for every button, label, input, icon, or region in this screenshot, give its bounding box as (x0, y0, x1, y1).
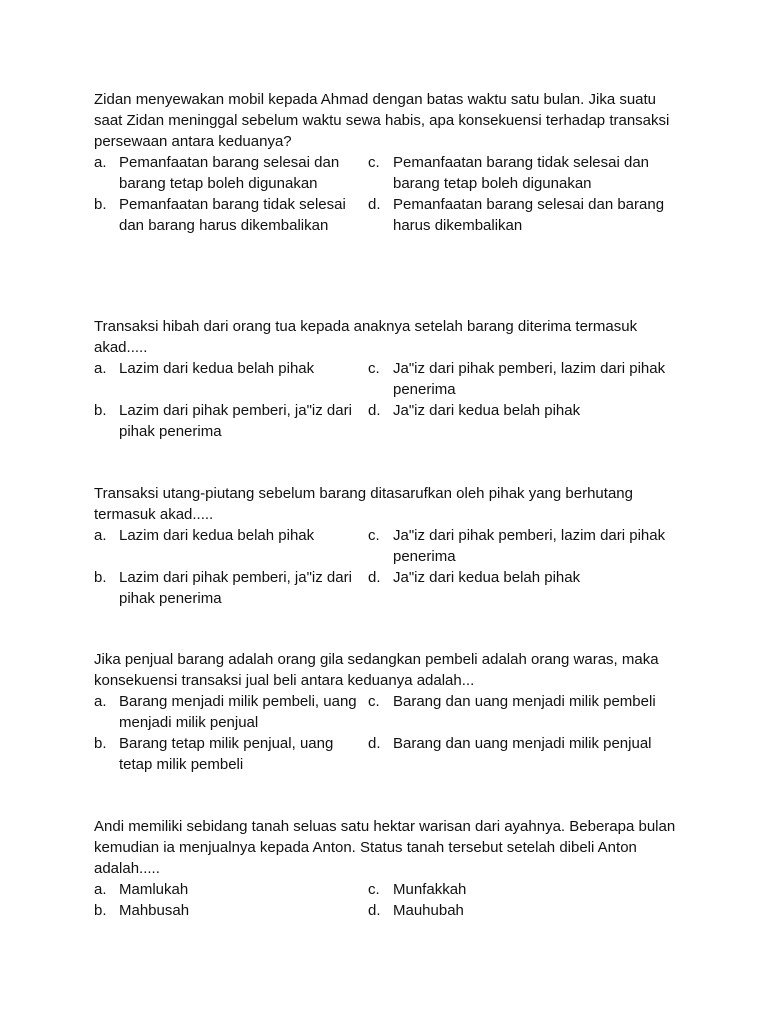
question-5 (94, 816, 684, 921)
option-text: Pemanfaatan barang tidak selesai dan barang tetap boleh digunakan (393, 154, 650, 192)
question-3 (94, 483, 684, 609)
option-b (94, 567, 368, 609)
question-text: Jika penjual barang adalah orang gila sedangkan pembeli adalah orang waras, maka konsekuensi transaksi jual beli antara keduanya adalah... (94, 651, 659, 689)
option-letter: a. (94, 527, 107, 544)
option-text: Munfakkah (393, 881, 467, 898)
option-b (94, 194, 368, 236)
answer-options (94, 152, 684, 236)
answer-options (94, 879, 684, 921)
option-letter: b. (94, 569, 107, 586)
answer-options (94, 358, 684, 442)
option-text: Mahbusah (119, 902, 190, 919)
option-letter: c. (368, 881, 380, 898)
option-letter: b. (94, 196, 107, 213)
question-text: Transaksi hibah dari orang tua kepada anaknya setelah barang diterima termasuk akad..... (94, 318, 638, 356)
option-d (368, 567, 668, 609)
option-letter: d. (368, 735, 381, 752)
option-text: Barang tetap milik penjual, uang tetap milik pembeli (119, 735, 334, 773)
option-text: Mamlukah (119, 881, 189, 898)
option-a (94, 358, 368, 400)
question-4 (94, 649, 684, 775)
question-text: Andi memiliki sebidang tanah seluas satu hektar warisan dari ayahnya. Beberapa bulan kemudian ia menjualnya kepada Anton. Status tanah tersebut setelah dibeli Anton adalah..... (94, 818, 676, 877)
option-d (368, 194, 668, 236)
option-text: Pemanfaatan barang tidak selesai dan barang harus dikembalikan (119, 196, 346, 234)
option-letter: d. (368, 196, 381, 213)
answer-options (94, 525, 684, 609)
option-d (368, 900, 668, 921)
option-letter: d. (368, 902, 381, 919)
option-a (94, 879, 368, 900)
option-text: Lazim dari pihak pemberi, ja"iz dari pihak penerima (119, 402, 352, 440)
option-c (368, 358, 668, 400)
option-letter: a. (94, 154, 107, 171)
option-text: Barang dan uang menjadi milik penjual (393, 735, 652, 752)
option-letter: a. (94, 881, 107, 898)
option-letter: b. (94, 402, 107, 419)
option-b (94, 900, 368, 921)
option-text: Barang menjadi milik pembeli, uang menjadi milik penjual (119, 693, 357, 731)
option-c (368, 691, 668, 733)
option-letter: c. (368, 527, 380, 544)
question-2 (94, 316, 684, 442)
option-text: Ja"iz dari kedua belah pihak (393, 402, 581, 419)
option-d (368, 400, 668, 442)
option-text: Barang dan uang menjadi milik pembeli (393, 693, 656, 710)
option-letter: c. (368, 154, 380, 171)
option-a (94, 152, 368, 194)
question-1 (94, 89, 684, 236)
option-letter: a. (94, 693, 107, 710)
option-letter: c. (368, 693, 380, 710)
option-letter: b. (94, 735, 107, 752)
question-text: Transaksi utang-piutang sebelum barang ditasarufkan oleh pihak yang berhutang termasuk akad..... (94, 485, 633, 523)
option-letter: d. (368, 569, 381, 586)
option-text: Lazim dari kedua belah pihak (119, 527, 315, 544)
option-b (94, 733, 368, 775)
option-text: Ja"iz dari pihak pemberi, lazim dari pihak penerima (393, 360, 666, 398)
option-text: Ja"iz dari pihak pemberi, lazim dari pihak penerima (393, 527, 666, 565)
option-text: Lazim dari kedua belah pihak (119, 360, 315, 377)
option-d (368, 733, 668, 775)
option-text: Mauhubah (393, 902, 464, 919)
option-b (94, 400, 368, 442)
option-letter: a. (94, 360, 107, 377)
option-a (94, 525, 368, 567)
option-text: Pemanfaatan barang selesai dan barang harus dikembalikan (393, 196, 665, 234)
answer-options (94, 691, 684, 775)
option-letter: b. (94, 902, 107, 919)
option-c (368, 152, 668, 194)
option-a (94, 691, 368, 733)
option-text: Ja"iz dari kedua belah pihak (393, 569, 581, 586)
option-c (368, 879, 668, 900)
option-text: Lazim dari pihak pemberi, ja"iz dari pihak penerima (119, 569, 352, 607)
option-letter: d. (368, 402, 381, 419)
option-letter: c. (368, 360, 380, 377)
option-c (368, 525, 668, 567)
question-text: Zidan menyewakan mobil kepada Ahmad dengan batas waktu satu bulan. Jika suatu saat Zidan meninggal sebelum waktu sewa habis, apa konsekuensi terhadap transaksi persewaan antara keduanya? (94, 91, 670, 150)
option-text: Pemanfaatan barang selesai dan barang tetap boleh digunakan (119, 154, 340, 192)
